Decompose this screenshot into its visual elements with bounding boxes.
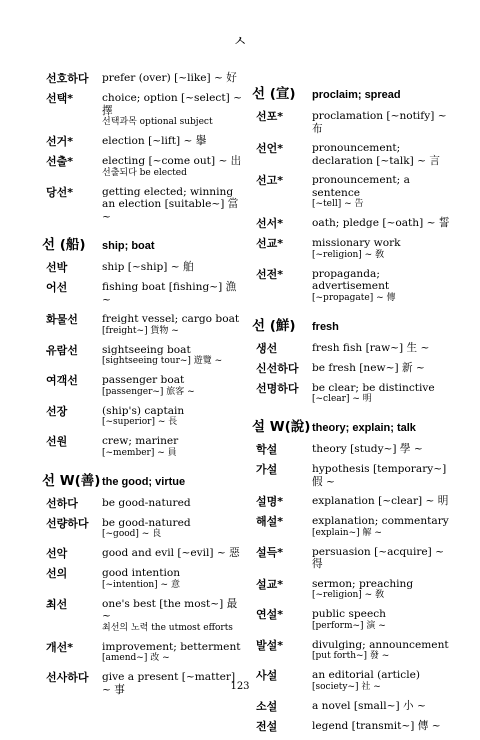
entry-definition-block <box>102 92 246 128</box>
entry-subnote: [passenger~] 旅客 ~ <box>102 386 195 397</box>
entry-definition-block <box>102 155 246 179</box>
dictionary-entry <box>256 463 452 488</box>
entry-subnote: [put forth~] 發 ~ <box>312 651 390 661</box>
entry-headword: 선명하다 <box>256 381 299 395</box>
entry-definition: sermon; preaching <box>312 577 414 590</box>
section-meaning: ship; boat <box>102 240 155 252</box>
dictionary-entry <box>256 110 452 135</box>
entry-subnote: [~good] ~ 良 <box>102 529 162 539</box>
entry-definition: persuasion [~acquire] ~ 得 <box>312 545 445 570</box>
entry-definition-block <box>102 281 246 306</box>
entry-definition-block <box>312 237 452 261</box>
entry-definition-block <box>102 517 246 541</box>
section-meaning: the good; virtue <box>102 475 186 488</box>
entry-headword: 최선 <box>46 597 68 611</box>
entry-definition: choice; option [~select] ~ 擇 <box>102 92 242 117</box>
left-column <box>42 72 246 703</box>
entry-definition-block <box>102 186 246 224</box>
dictionary-entry <box>46 344 246 368</box>
entry-definition-block <box>102 344 246 368</box>
entry-headword: 선호하다 <box>46 72 89 85</box>
entry-definition: missionary work <box>312 237 401 249</box>
section-heading <box>42 233 246 253</box>
dictionary-entry <box>46 435 246 459</box>
dictionary-entry <box>256 546 452 571</box>
dictionary-entry <box>256 174 452 210</box>
entry-definition: improvement; betterment <box>102 640 241 653</box>
entry-headword: 설명* <box>256 495 284 508</box>
dictionary-entry <box>46 92 246 128</box>
entry-headword: 어선 <box>46 281 68 294</box>
section-headword: 선 W(善) <box>42 472 101 489</box>
entry-definition-block <box>102 72 246 85</box>
dictionary-entry <box>46 567 246 591</box>
entry-definition-block <box>312 362 452 375</box>
entry-definition-block <box>102 567 246 591</box>
entry-headword: 선전* <box>256 267 284 281</box>
dictionary-entry <box>46 72 246 85</box>
entry-subnote: [~intention] ~ 意 <box>102 579 180 590</box>
entry-definition: crew; mariner <box>102 435 179 447</box>
dictionary-entry <box>46 261 246 274</box>
dictionary-entry <box>46 405 246 429</box>
entry-headword: 선악 <box>46 547 68 560</box>
entry-definition-block <box>102 405 246 429</box>
entry-definition-block <box>102 135 246 148</box>
dictionary-entry <box>46 641 246 665</box>
entry-definition: ship [~ship] ~ 舶 <box>102 261 194 273</box>
entry-headword: 설교* <box>256 577 284 591</box>
entry-headword: 사설 <box>256 669 278 682</box>
section-meaning: proclaim; spread <box>312 89 401 101</box>
entry-headword: 선고* <box>256 174 284 187</box>
entry-headword: 발설* <box>256 638 284 652</box>
entry-definition: one's best [the most~] 最 ~ <box>102 597 238 622</box>
entry-subnote: [~superior] ~ 長 <box>102 417 178 427</box>
entry-definition-block <box>102 547 246 560</box>
entry-definition-block <box>312 217 452 230</box>
entry-subnote: 선출되다 be elected <box>102 167 187 178</box>
entry-definition-block <box>312 608 452 632</box>
entry-definition: divulging; announcement <box>312 638 449 651</box>
entry-headword: 선의 <box>46 567 68 580</box>
section-headword: 선 (船) <box>42 237 86 253</box>
dictionary-entry <box>256 578 452 602</box>
entry-definition-block <box>312 463 452 488</box>
dictionary-entry <box>256 515 452 539</box>
entry-definition-block <box>312 342 452 355</box>
entry-subnote: [amend~] 改 ~ <box>102 653 170 663</box>
entry-definition: oath; pledge [~oath] ~ 誓 <box>312 217 450 229</box>
entry-definition: hypothesis [temporary~] 假 ~ <box>312 463 447 488</box>
section-headword: 선 (宣) <box>252 86 296 102</box>
entry-headword: 선포* <box>256 110 284 123</box>
entry-definition: good and evil [~evil] ~ 惡 <box>102 547 240 559</box>
entry-definition: be good-natured <box>102 496 191 509</box>
dictionary-entry <box>46 497 246 510</box>
entry-headword: 선장 <box>46 404 68 418</box>
dictionary-entry <box>256 237 452 261</box>
entry-definition: good intention <box>102 567 181 579</box>
entry-definition-block <box>312 174 452 210</box>
entry-definition: propaganda; advertisement <box>312 267 390 292</box>
entry-definition-block <box>312 578 452 602</box>
entry-headword: 선하다 <box>46 496 78 510</box>
dictionary-entry <box>46 135 246 148</box>
entry-subnote: 선택과목 optional subject <box>102 117 213 127</box>
entry-headword: 선교* <box>256 237 284 250</box>
entry-headword: 가설 <box>256 463 278 476</box>
entry-headword: 선거* <box>46 135 74 148</box>
section-meaning: theory; explain; talk <box>312 422 416 434</box>
entry-definition: proclamation [~notify] ~ 布 <box>312 110 447 135</box>
dictionary-entry <box>256 382 452 406</box>
entry-definition-block <box>312 382 452 406</box>
dictionary-entry <box>46 186 246 224</box>
entry-definition: be clear; be distinctive <box>312 381 435 394</box>
entry-definition: passenger boat <box>102 374 185 386</box>
entry-definition: fishing boat [fishing~] 漁 ~ <box>102 281 237 306</box>
entry-definition: give a present [~matter] ~ 事 <box>102 671 236 696</box>
entry-subnote: [explain~] 解 ~ <box>312 527 382 538</box>
entry-subnote: [~propagate] ~ 傳 <box>312 292 396 303</box>
entry-headword: 설득* <box>256 545 284 559</box>
dictionary-entry <box>46 155 246 179</box>
section-heading <box>252 314 452 334</box>
entry-subnote: [sightseeing tour~] 遊覽 ~ <box>102 356 223 366</box>
section-header-glyph: ㅅ <box>232 32 248 50</box>
dictionary-entry <box>256 362 452 375</box>
dictionary-entry <box>46 517 246 541</box>
section-headword: 선 (鮮) <box>252 317 296 334</box>
right-sections <box>252 82 452 733</box>
dictionary-entry <box>46 281 246 306</box>
dictionary-entry <box>256 639 452 663</box>
entry-definition-block <box>102 261 246 274</box>
entry-definition: election [~lift] ~ 擧 <box>102 135 207 147</box>
entry-headword: 전설 <box>256 719 278 733</box>
entry-subnote: [~member] ~ 員 <box>102 447 177 458</box>
entry-headword: 화물선 <box>46 313 78 326</box>
entry-subnote: [~religion] ~ 敎 <box>312 590 385 600</box>
entry-definition: sightseeing boat <box>102 343 191 356</box>
entry-headword: 선박 <box>46 261 68 274</box>
dictionary-entry <box>256 268 452 304</box>
entry-definition-block <box>102 374 246 398</box>
entry-headword: 학설 <box>256 443 278 456</box>
entry-subnote: 최선의 노력 the utmost efforts <box>102 622 233 633</box>
left-sections <box>42 233 246 696</box>
dictionary-entry <box>256 342 452 355</box>
entry-headword: 소설 <box>256 699 278 713</box>
entry-subnote: [~tell] ~ 告 <box>312 199 364 209</box>
entry-definition: freight vessel; cargo boat <box>102 313 240 325</box>
entry-headword: 신선하다 <box>256 361 299 375</box>
entry-definition: explanation; commentary <box>312 515 449 527</box>
dictionary-entry <box>256 700 452 713</box>
entry-definition-block <box>102 598 246 634</box>
entry-definition: pronouncement; a sentence <box>312 174 410 199</box>
entry-definition-block <box>102 497 246 510</box>
entry-subnote: [~clear] ~ 明 <box>312 394 372 404</box>
entry-subnote: [perform~] 演 ~ <box>312 620 386 631</box>
dictionary-entry <box>46 598 246 634</box>
entry-subnote: [society~] 社 ~ <box>312 681 381 692</box>
entry-headword: 선출* <box>46 155 74 168</box>
entry-definition-block <box>312 700 452 713</box>
right-column <box>252 72 452 740</box>
entry-headword: 당선* <box>46 185 74 199</box>
entry-definition: be fresh [new~] 新 ~ <box>312 361 425 374</box>
entry-definition: an editorial (article) <box>312 669 420 681</box>
entry-headword: 선원 <box>46 435 68 448</box>
dictionary-entry <box>256 720 452 733</box>
entry-definition: fresh fish [raw~] 生 ~ <box>312 341 430 354</box>
entry-definition-block <box>102 313 246 337</box>
entry-definition-block <box>312 495 452 508</box>
entry-definition-block <box>312 268 452 304</box>
entry-definition-block <box>102 435 246 459</box>
dictionary-entry <box>256 443 452 456</box>
entry-definition: prefer (over) [~like] ~ 好 <box>102 72 237 84</box>
section-heading <box>252 82 452 102</box>
entry-definition-block <box>312 110 452 135</box>
section-heading <box>252 415 452 435</box>
section-headword: 설 W(說) <box>252 419 311 435</box>
entry-subnote: [freight~] 貨物 ~ <box>102 325 179 336</box>
dictionary-entry <box>46 313 246 337</box>
entry-subnote: [~religion] ~ 敎 <box>312 249 385 260</box>
entry-headword: 선택* <box>46 92 74 105</box>
entry-definition: a novel [small~] 小 ~ <box>312 699 426 712</box>
entry-headword: 선서* <box>256 217 284 230</box>
dictionary-entry <box>256 495 452 508</box>
entry-headword: 선량하다 <box>46 516 89 530</box>
entry-headword: 연설* <box>256 608 284 621</box>
intro-entries <box>46 72 246 223</box>
entry-definition-block <box>312 443 452 456</box>
entry-definition: pronouncement; declaration [~talk] ~ 言 <box>312 142 441 167</box>
entry-headword: 개선* <box>46 640 74 654</box>
entry-headword: 선사하다 <box>46 671 89 684</box>
entry-definition-block <box>312 639 452 663</box>
section-meaning: fresh <box>312 320 339 333</box>
entry-headword: 유람선 <box>46 343 78 357</box>
entry-definition-block <box>312 142 452 167</box>
entry-definition: public speech <box>312 608 386 620</box>
dictionary-entry <box>256 608 452 632</box>
entry-definition-block <box>312 546 452 571</box>
entry-definition: be good-natured <box>102 516 191 529</box>
entry-headword: 해설* <box>256 515 284 528</box>
page-number: 123 <box>230 681 250 692</box>
entry-definition: explanation [~clear] ~ 明 <box>312 495 449 507</box>
entry-definition: (ship's) captain <box>102 404 185 417</box>
entry-definition-block <box>102 641 246 665</box>
entry-headword: 선언* <box>256 142 284 155</box>
entry-definition: legend [transmit~] 傳 ~ <box>312 719 441 732</box>
entry-headword: 생선 <box>256 341 278 355</box>
entry-definition: electing [~come out] ~ 出 <box>102 155 242 167</box>
entry-definition-block <box>312 515 452 539</box>
dictionary-entry <box>46 547 246 560</box>
dictionary-entry <box>46 374 246 398</box>
dictionary-entry <box>256 142 452 167</box>
entry-definition-block <box>312 720 452 733</box>
entry-definition: getting elected; winning an election [suitable~] 當 ~ <box>102 185 239 223</box>
section-heading <box>42 469 246 489</box>
dictionary-entry <box>256 217 452 230</box>
entry-headword: 여객선 <box>46 374 78 387</box>
entry-definition: theory [study~] 學 ~ <box>312 443 423 455</box>
